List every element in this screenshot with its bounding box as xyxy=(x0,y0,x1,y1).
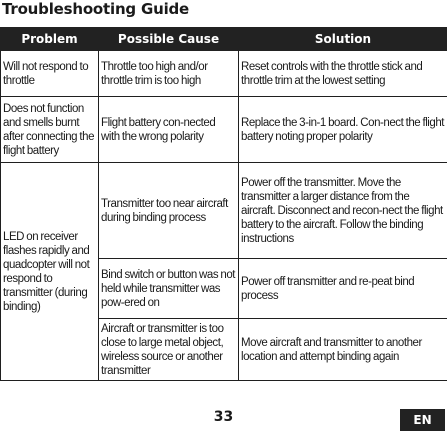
solution-cell: Power off transmitter and re-peat bind process xyxy=(239,259,447,319)
problem-cell: LED on receiver flashes rapidly and quadcopter will not respond to transmitter (during binding) xyxy=(1,163,99,381)
solution-cell: Reset controls with the throttle stick and throttle trim at the lowest setting xyxy=(239,51,447,97)
table-row xyxy=(1,51,447,97)
cause-cell: Flight battery con-nected with the wrong polarity xyxy=(99,97,239,163)
table-row xyxy=(1,97,447,163)
table-row xyxy=(1,163,447,259)
language-badge: EN xyxy=(400,409,445,431)
column-header-solution: Solution xyxy=(239,28,447,51)
solution-cell: Replace the 3-in-1 board. Con-nect the flight battery noting proper polarity xyxy=(239,97,447,163)
solution-cell: Power off the transmitter. Move the transmitter a larger distance from the aircraft. Disconnect and recon-nect the flight battery to the aircraft. Follow the binding instructions xyxy=(239,163,447,259)
column-header-problem: Problem xyxy=(1,28,99,51)
cause-cell: Transmitter too near aircraft during binding process xyxy=(99,163,239,259)
table-header-row xyxy=(1,28,447,51)
cause-cell: Aircraft or transmitter is too close to large metal object, wireless source or another transmitter xyxy=(99,319,239,381)
solution-cell: Move aircraft and transmitter to another location and attempt binding again xyxy=(239,319,447,381)
cause-cell: Bind switch or button was not held while transmitter was pow-ered on xyxy=(99,259,239,319)
problem-cell: Will not respond to throttle xyxy=(1,51,99,97)
troubleshooting-table xyxy=(0,27,447,381)
cause-cell: Throttle too high and/or throttle trim is too high xyxy=(99,51,239,97)
page-title: Troubleshooting Guide xyxy=(2,0,190,18)
column-header-cause: Possible Cause xyxy=(99,28,239,51)
problem-cell: Does not function and smells burnt after connecting the flight battery xyxy=(1,97,99,163)
page-number: 33 xyxy=(213,409,234,425)
